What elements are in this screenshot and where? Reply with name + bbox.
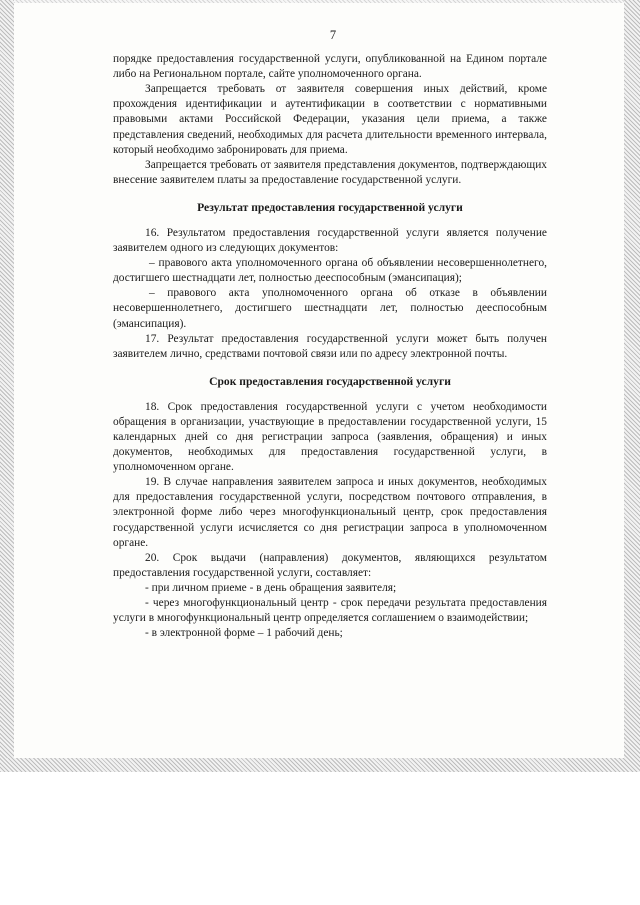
list-item-mfc: - через многофункциональный центр - срок передачи результата предоставления услуги в многофункциональный центр определяется соглашением о взаимодействии; <box>113 597 547 625</box>
heading-service-result: Результат предоставления государственной услуги <box>197 200 463 214</box>
list-item-emancipation-act: – правового акта уполномоченного органа об объявлении несовершеннолетнего, достигшего шестнадцати лет, полностью дееспособным (эмансипация); <box>113 257 547 285</box>
paragraph-17: 17. Результат предоставления государственной услуги может быть получен заявителем лично, средствами почтовой связи или по адресу электронной почты. <box>113 332 547 360</box>
paragraph-20: 20. Срок выдачи (направления) документов, являющихся результатом предоставления государственной услуги, составляет: <box>113 551 547 579</box>
scan-border-bottom <box>0 758 640 772</box>
paragraph-prohibited-actions: Запрещается требовать от заявителя совершения иных действий, кроме прохождения идентификации и аутентификации в соответствии с нормативными правовыми актами Российской Федерации, указания цели приема, а также представления сведений, необходимых для расчета длительности временного интервала, который необходимо забронировать для приема. <box>113 83 547 156</box>
list-item-electronic: - в электронной форме – 1 рабочий день; <box>145 627 343 640</box>
paragraph-16: 16. Результатом предоставления государственной услуги является получение заявителем одного из следующих документов: <box>113 226 547 255</box>
document-body <box>113 28 547 641</box>
paragraph-portal: порядке предоставления государственной услуги, опубликованной на Едином портале либо на Региональном портале, сайте уполномоченного органа. <box>113 53 547 81</box>
blank-lower-area <box>0 772 640 905</box>
list-item-personal-reception: - при личном приеме - в день обращения заявителя; <box>145 581 397 594</box>
list-item-refusal-act: – правового акта уполномоченного органа об отказе в объявлении несовершеннолетнего, достигшего шестнадцати лет, полностью дееспособным (эмансипация). <box>113 287 547 330</box>
paragraph-prohibited-documents: Запрещается требовать от заявителя представления документов, подтверждающих внесение заявителем платы за предоставление государственной услуги. <box>113 158 547 186</box>
paragraph-19: 19. В случае направления заявителем запроса и иных документов, необходимых для предоставления государственной услуги, посредством почтового отправления, в электронной форме либо через многофункциональный центр, срок предоставления государственной услуги исчисляется со дня регистрации запроса в уполномоченном органе. <box>113 476 547 549</box>
heading-service-term: Срок предоставления государственной услуги <box>209 374 451 388</box>
page-number: 7 <box>329 28 337 42</box>
scan-border-left <box>0 0 14 768</box>
scan-border-top <box>14 0 624 3</box>
scan-border-right <box>624 0 640 768</box>
paragraph-18: 18. Срок предоставления государственной услуги с учетом необходимости обращения в организации, участвующие в предоставлении государственной услуги, 15 календарных дней со дня регистрации запроса (заявления, обращения) и иных документов, необходимых для предоставления государственной услуги, в уполномоченном органе. <box>113 400 547 474</box>
